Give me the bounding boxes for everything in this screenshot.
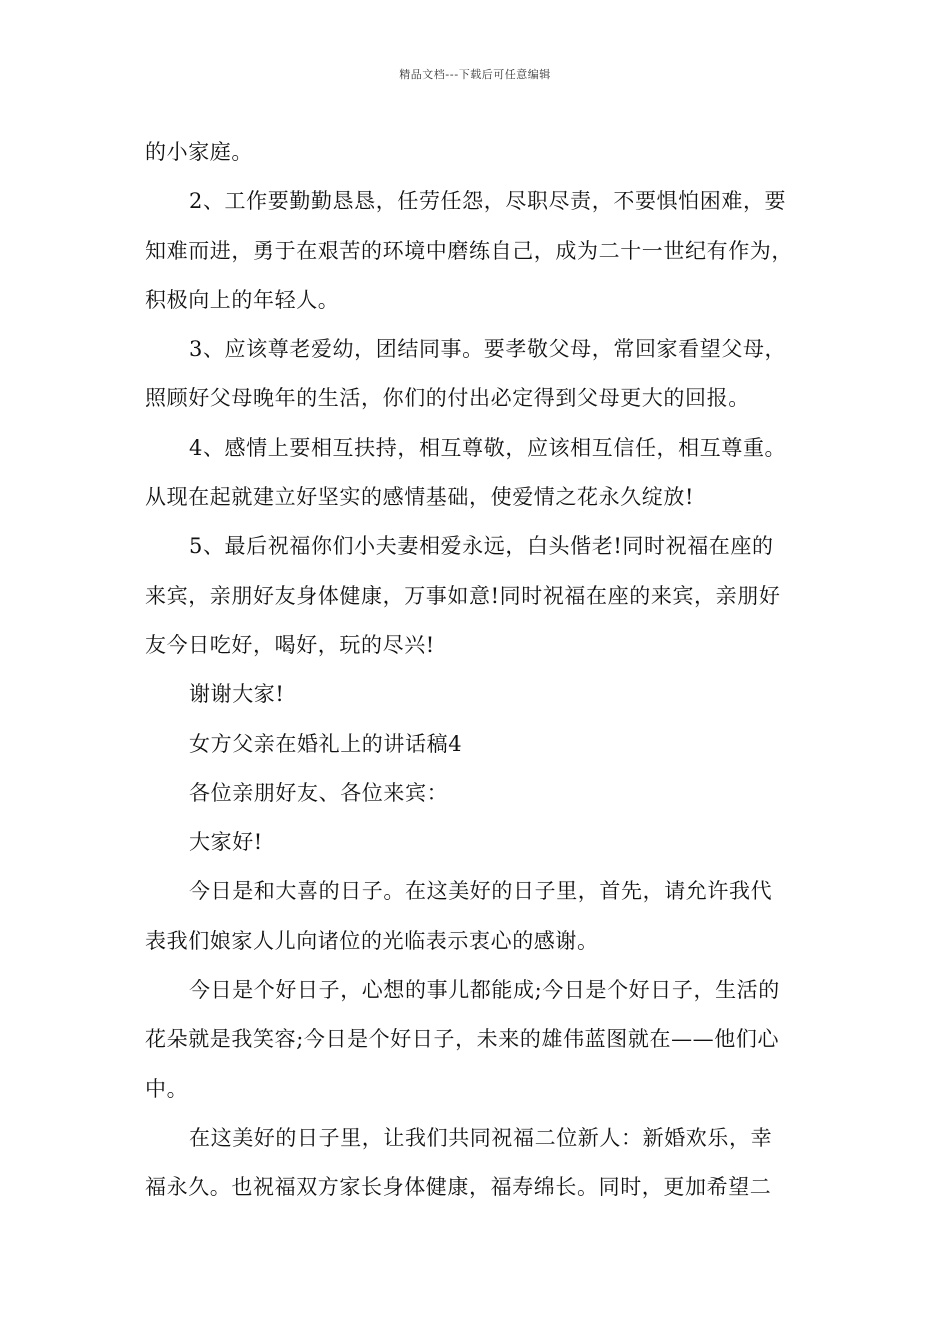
text-line: 2、工作要勤勤恳恳，任劳任怨，尽职尽责，不要惧怕困难，要 [189,189,787,214]
text-line: 表我们娘家人儿向诸位的光临表示衷心的感谢。 [145,928,599,953]
text-line: 福永久。也祝福双方家长身体健康，福寿绵长。同时，更加希望二 [145,1175,772,1200]
text-line: 5、最后祝福你们小夫妻相爱永远，白头偕老!同时祝福在座的 [189,534,774,559]
text-line: 花朵就是我笑容;今日是个好日子，未来的雄伟蓝图就在——他们心 [145,1027,780,1052]
text-line: 积极向上的年轻人。 [145,287,340,312]
text-line: 友今日吃好，喝好，玩的尽兴! [145,632,435,657]
text-line: 3、应该尊老爱幼，团结同事。要孝敬父母，常回家看望父母， [189,337,787,362]
text-line: 在这美好的日子里，让我们共同祝福二位新人：新婚欢乐，幸 [189,1125,773,1150]
text-line: 照顾好父母晚年的生活，你们的付出必定得到父母更大的回报。 [145,386,750,411]
text-line: 谢谢大家! [189,682,285,707]
text-line: 从现在起就建立好坚实的感情基础，使爱情之花永久绽放! [145,485,695,510]
text-line: 今日是个好日子，心想的事儿都能成;今日是个好日子，生活的 [189,978,780,1003]
text-line: 的小家庭。 [145,140,253,164]
document-body [145,128,825,1213]
page-header: 精品文档---下载后可任意编辑 [399,68,551,81]
text-line: 今日是和大喜的日子。在这美好的日子里，首先，请允许我代 [189,879,773,904]
text-line: 中。 [145,1076,189,1101]
text-line: 大家好! [189,830,263,855]
section-title: 女方父亲在婚礼上的讲话稿4 [189,731,463,756]
text-line: 4、感情上要相互扶持，相互尊敬，应该相互信任，相互尊重。 [189,435,787,460]
text-line: 来宾，亲朋好友身体健康，万事如意!同时祝福在座的来宾，亲朋好 [145,583,781,608]
text-line: 各位亲朋好友、各位来宾： [189,780,449,805]
text-line: 知难而进，勇于在艰苦的环境中磨练自己，成为二十一世纪有作为， [145,238,793,263]
